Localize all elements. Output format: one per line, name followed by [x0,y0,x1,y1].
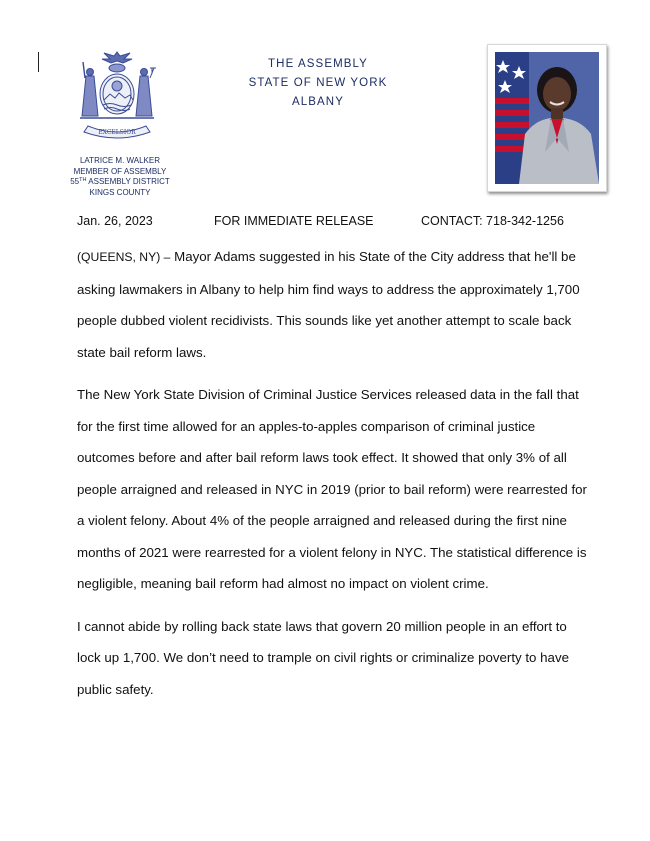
text-cursor [38,52,39,72]
member-title: MEMBER OF ASSEMBLY [73,166,167,176]
ny-state-seal-icon [68,48,166,144]
letterhead-line-assembly: THE ASSEMBLY [268,58,368,70]
release-type: FOR IMMEDIATE RELEASE [214,214,374,228]
paragraph-2: The New York State Division of Criminal Justice Services released data in the fall that for the first time allowed for an apples-to-apples comparison of criminal justice outcomes before and after bail reform laws took effect. It showed that only 3% of all people arraigned and released in NYC in 2019 (prior to bail reform) were rearrested for a violent felony. About 4% of the people arraigned and released during the first nine months of 2021 were rearrested for a violent felony in NYC. The statistical difference is negligible, meaning bail reform had almost no impact on violent crime. [77,387,587,591]
release-contact: CONTACT: 718-342-1256 [421,214,564,228]
seal-motto: EXCELSIOR [98,129,136,136]
letterhead-title [230,55,406,112]
release-info-line [77,214,597,232]
member-info-block [56,156,184,198]
district-label: ASSEMBLY DISTRICT [88,177,170,186]
paragraph-1 [77,241,587,368]
letterhead-line-state: STATE OF NEW YORK [248,77,388,89]
letterhead-line-city: ALBANY [292,96,344,108]
press-release-body [77,241,587,716]
paragraph-1-text: Mayor Adams suggested in his State of the City address that he'll be asking lawmakers in Albany to help him find ways to address the approximately 1,700 people dubbed violent recidivists. This sounds like yet another attempt to scale back state bail reform laws. [77,249,580,360]
portrait-photo [495,52,599,184]
member-district [56,177,184,188]
paragraph-3: I cannot abide by rolling back state laws that govern 20 million people in an effort to lock up 1,700. We don’t need to trample on civil rights or criminalize poverty to have public safety. [77,618,569,697]
district-suffix: TH [79,177,87,183]
release-date: Jan. 26, 2023 [77,214,153,228]
member-county: KINGS COUNTY [89,187,151,197]
district-number: 55 [70,177,80,186]
member-name: LATRICE M. WALKER [79,156,160,165]
dateline: (QUEENS, NY) – [77,250,171,264]
portrait-photo-frame [487,44,607,192]
